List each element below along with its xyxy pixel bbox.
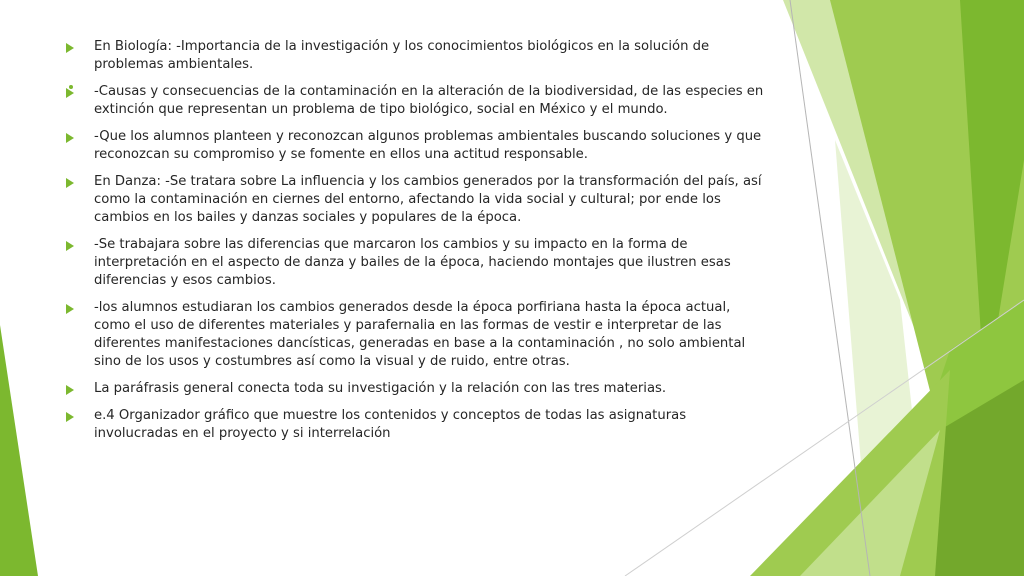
bullet-item-7 [62,380,782,398]
bullet-item-3 [62,128,782,164]
triangle-right-icon [66,385,74,395]
bullet-item-8 [62,407,782,443]
bullet-text-7: La paráfrasis general conecta toda su investigación y la relación con las tres materias. [94,381,667,396]
bullet-item-4 [62,173,782,227]
bullet-item-6 [62,299,782,371]
triangle-right-icon [66,88,74,98]
bullet-text-6: -los alumnos estudiaran los cambios generados desde la época porfiriana hasta la época actual, como el uso de diferentes materiales y parafernalia en las formas de vestir e interpretar de las diferentes manifestaciones dancísticas, generadas en base a la contaminación , no solo ambiental sino de los usos y costumbres así como la visual y de ruido, entre otras. [94,300,746,369]
triangle-right-icon [66,241,74,251]
bullet-item-1 [62,38,782,74]
left-green-shape [0,325,38,576]
bullet-text-3: -Que los alumnos planteen y reconozcan algunos problemas ambientales buscando soluciones y que reconozcan su compromiso y se fomente en ellos una actitud responsable. [94,129,762,162]
bullet-text-4: En Danza: -Se tratara sobre La influencia y los cambios generados por la transformación del país, así como la contaminación en ciernes del entorno, afectando la vida social y cultural; por ende los cambios en los bailes y danzas sociales y populares de la época. [94,174,762,225]
triangle-right-icon [66,412,74,422]
triangle-right-icon [66,43,74,53]
triangle-right-icon [66,304,74,314]
triangle-right-icon [66,178,74,188]
bullet-text-2: -Causas y consecuencias de la contaminación en la alteración de la biodiversidad, de las especies en extinción que representan un problema de tipo biológico, social en México y el mundo. [94,84,764,117]
triangle-right-icon [66,133,74,143]
bullet-text-8: e.4 Organizador gráfico que muestre los contenidos y conceptos de todas las asignaturas involucradas en el proyecto y si interrelación [94,408,687,441]
bullet-list [62,38,782,452]
bullet-text-5: -Se trabajara sobre las diferencias que marcaron los cambios y su impacto en la forma de interpretación en el aspecto de danza y bailes de la época, haciendo montajes que ilustren esas diferencias y esos cambios. [94,237,731,288]
bullet-item-2 [62,83,782,119]
bullet-item-5 [62,236,782,290]
bullet-text-1: En Biología: -Importancia de la investigación y los conocimientos biológicos en la solución de problemas ambientales. [94,39,710,72]
